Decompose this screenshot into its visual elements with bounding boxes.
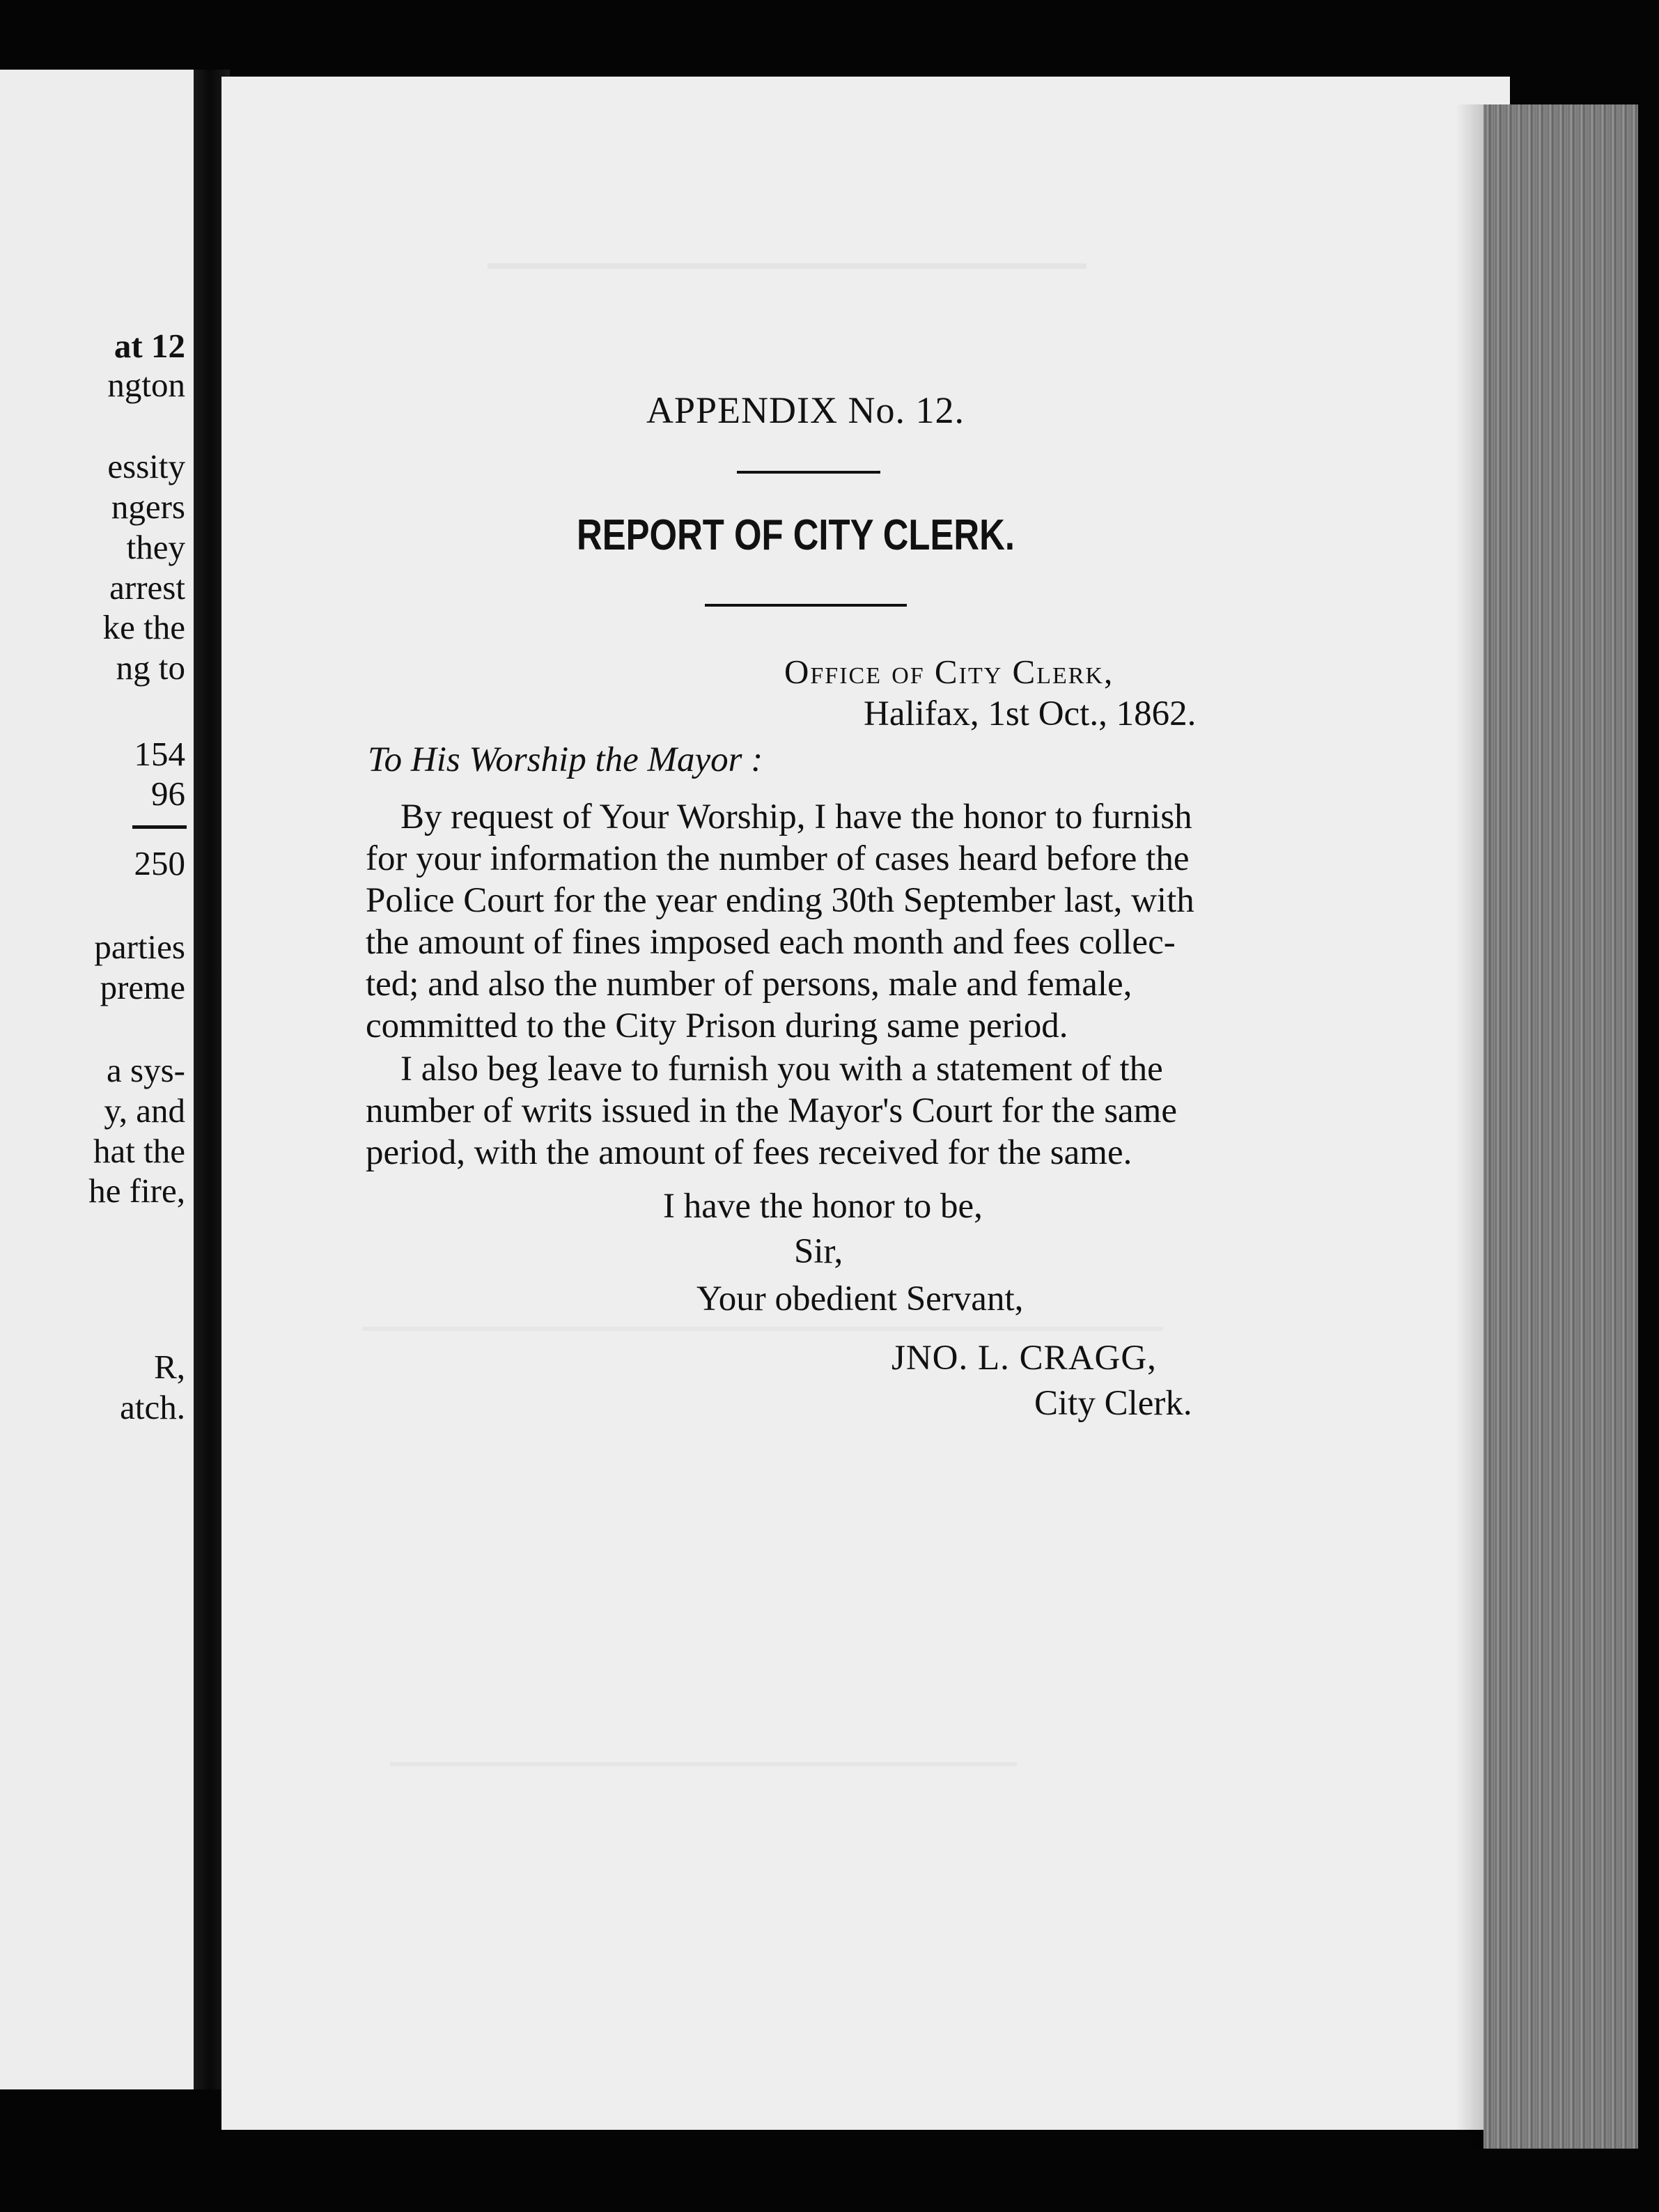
left-facing-page [0, 70, 194, 2089]
left-page-line: at 12 [114, 327, 185, 365]
closing-line: Your obedient Servant, [696, 1279, 1024, 1318]
left-page-sum-rule [132, 825, 187, 829]
book-page-edges [1483, 104, 1638, 2149]
salutation: To His Worship the Mayor : [368, 740, 763, 779]
paragraph-line: committed to the City Prison during same period. [366, 1006, 1068, 1045]
left-page-line: y, and [104, 1091, 185, 1130]
date-line: Halifax, 1st Oct., 1862. [864, 694, 1197, 733]
bleed-through-mark [488, 263, 1086, 269]
paragraph-line: I also beg leave to furnish you with a statement of the [400, 1050, 1163, 1089]
paragraph-line: for your information the number of cases heard before the [366, 839, 1190, 878]
paragraph-line: ted; and also the number of persons, male and female, [366, 965, 1132, 1004]
heading-rule [737, 471, 880, 474]
left-page-line: he fire, [88, 1171, 185, 1210]
left-page-line: atch. [120, 1388, 185, 1426]
left-page-line: ngton [107, 366, 185, 404]
left-page-line: R, [154, 1348, 185, 1386]
appendix-heading: APPENDIX No. 12. [646, 389, 965, 431]
left-page-number: 250 [134, 844, 185, 882]
title-rule [705, 604, 907, 607]
paragraph-line: Police Court for the year ending 30th September last, with [366, 881, 1194, 920]
report-title: REPORT OF CITY CLERK. [577, 511, 1015, 559]
bleed-through-mark [390, 1762, 1017, 1766]
left-page-line: essity [107, 447, 185, 485]
left-page-number: 154 [134, 735, 185, 773]
left-page-line: parties [94, 928, 185, 966]
left-page-number: 96 [151, 774, 185, 813]
paragraph-line: number of writs issued in the Mayor's Court for the same [366, 1091, 1177, 1130]
signature-name: JNO. L. CRAGG, [891, 1339, 1157, 1378]
closing-line: I have the honor to be, [663, 1187, 983, 1226]
paragraph-line: period, with the amount of fees received for the same. [366, 1133, 1132, 1172]
office-line: Office of City Clerk, [784, 653, 1114, 691]
signature-title: City Clerk. [1034, 1384, 1192, 1423]
left-page-line: a sys- [107, 1051, 185, 1089]
left-page-line: hat the [93, 1132, 185, 1170]
left-page-line: ng to [116, 648, 185, 687]
left-page-line: arrest [109, 568, 185, 607]
paragraph-line: the amount of fines imposed each month and fees collec- [366, 923, 1176, 962]
left-page-line: they [126, 528, 185, 566]
left-page-line: ke the [102, 608, 185, 646]
paragraph-line: By request of Your Worship, I have the honor to furnish [400, 797, 1192, 836]
left-page-line: preme [100, 968, 185, 1006]
closing-line: Sir, [794, 1232, 843, 1271]
left-page-line: ngers [111, 488, 185, 526]
bleed-through-mark [362, 1327, 1163, 1331]
